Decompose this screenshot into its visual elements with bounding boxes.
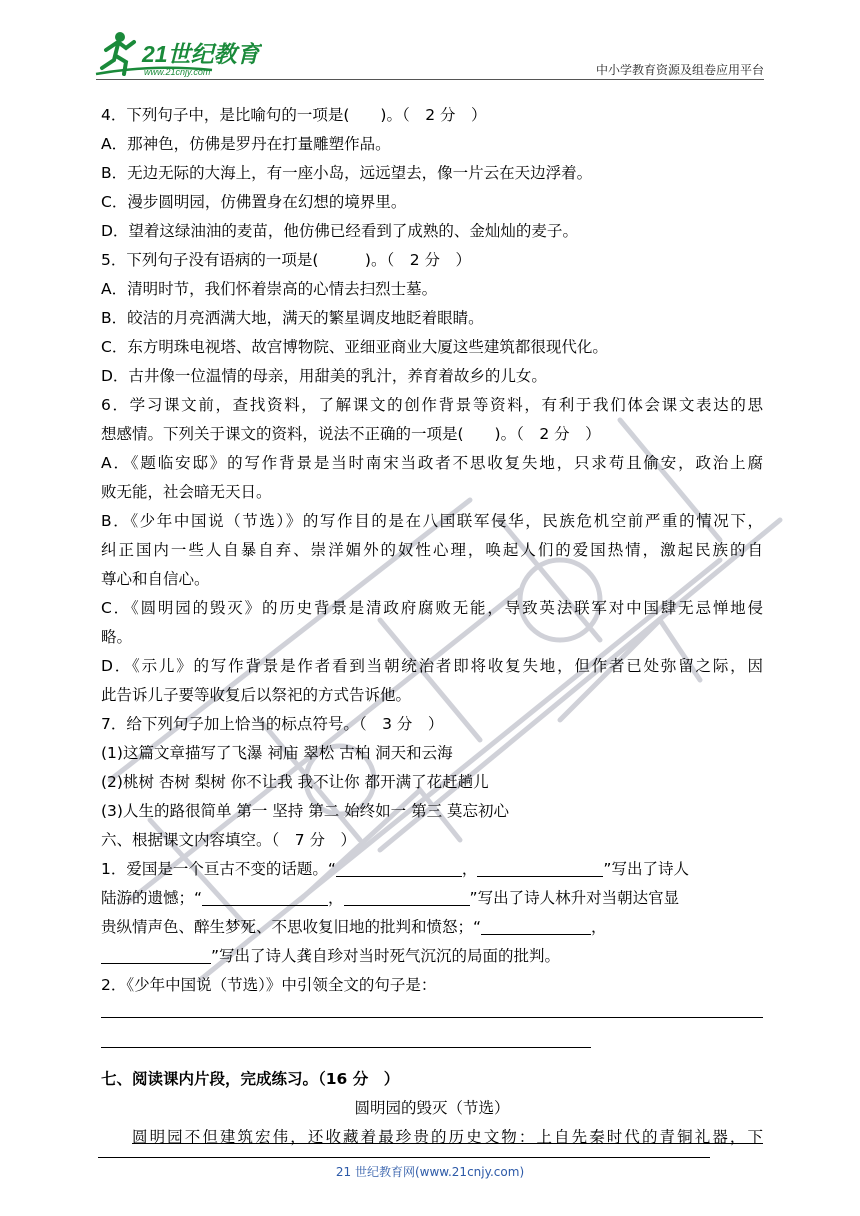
answer-line[interactable] [101,1030,591,1048]
q5-option-a: A．清明时节，我们怀着崇高的心情去扫烈士墓。 [101,280,438,298]
q6-option-d-line1: D．《示儿》的写作背景是作者看到当朝统治者即将收复失地，但作者已处弥留之际，因 [101,657,763,675]
fill-q1-line1: 1．爱国是一个亘古不变的话题。“ ， ”写出了诗人 [101,860,689,878]
q7-item-3: (3)人生的路很简单 第一 坚持 第二 始终如一 第三 莫忘初心 [101,802,510,820]
q6-stem-line2: 想感情。下列关于课文的资料，说法不正确的一项是( )。（ 2 分 ） [101,425,601,443]
document-body [101,101,763,1152]
q6-option-c-line2: 略。 [101,628,133,646]
answer-line[interactable] [101,1000,763,1018]
logo-url: www.21cnjy.com [144,67,211,77]
fill-q2-stem: 2．《少年中国说（节选）》中引领全文的句子是： [101,976,437,994]
q6-option-a-line2: 败无能，社会暗无天日。 [101,483,272,501]
answer-blank[interactable] [481,916,591,935]
q5-option-c: C．东方明珠电视塔、故宫博物院、亚细亚商业大厦这些建筑都很现代化。 [101,338,608,356]
q6-stem-line1: 6．学习课文前，查找资料，了解课文的创作背景等资料，有利于我们体会课文表达的思 [101,396,763,414]
answer-blank[interactable] [101,945,211,964]
passage-paragraph: 圆明园不但建筑宏伟，还收藏着最珍贵的历史文物：上自先秦时代的青铜礼器，下 [132,1128,763,1146]
header-platform-text: 中小学教育资源及组卷应用平台 [595,63,764,77]
header-divider [96,79,764,80]
q5-stem: 5．下列句子没有语病的一项是( )。（ 2 分 ） [101,251,471,269]
page-header [0,0,860,80]
q7-item-1: (1)这篇文章描写了飞瀑 祠庙 翠松 古柏 洞天和云海 [101,744,453,762]
fill-q1-line2: 陆游的遗憾；“ ， ”写出了诗人林升对当朝达官显 [101,889,680,907]
q6-option-a-line1: A．《题临安邸》的写作背景是当时南宋当政者不思收复失地，只求苟且偷安，政治上腐 [101,454,763,472]
footer-divider [98,1157,710,1158]
q4-option-a: A．那神色，仿佛是罗丹在打量雕塑作品。 [101,135,391,153]
q7-stem: 7．给下列句子加上恰当的标点符号。（ 3 分 ） [101,715,444,733]
logo-21cnjy [92,28,262,80]
answer-blank[interactable] [477,858,603,877]
q4-option-d: D．望着这绿油油的麦苗，他仿佛已经看到了成熟的、金灿灿的麦子。 [101,222,578,240]
q5-option-b: B．皎洁的月亮洒满大地，满天的繁星调皮地眨着眼睛。 [101,309,484,327]
logo-title: 21世纪教育 [142,41,260,67]
q4-option-c: C．漫步圆明园，仿佛置身在幻想的境界里。 [101,193,407,211]
q5-option-d: D．古井像一位温情的母亲，用甜美的乳汁，养育着故乡的儿女。 [101,367,547,385]
answer-blank[interactable] [202,887,328,906]
q6-option-b-line3: 尊心和自信心。 [101,570,210,588]
fill-q1-line3: 贵纵情声色、醉生梦死、不思收复旧地的批判和愤怒；“ ， [101,918,607,936]
q7-item-2: (2)桃树 杏树 梨树 你不让我 我不让你 都开满了花赶趟儿 [101,773,489,791]
section6-heading: 六、根据课文内容填空。（ 7 分 ） [101,831,357,849]
answer-blank[interactable] [344,887,470,906]
q4-option-b: B．无边无际的大海上，有一座小岛，远远望去，像一片云在天边浮着。 [101,164,593,182]
q4-stem: 4．下列句子中，是比喻句的一项是( )。（ 2 分 ） [101,106,487,124]
q6-option-d-line2: 此告诉儿子要等收复后以祭祀的方式告诉他。 [101,686,412,704]
answer-blank[interactable] [336,858,462,877]
q6-option-b-line1: B．《少年中国说（节选）》的写作目的是在八国联军侵华，民族危机空前严重的情况下， [101,512,763,530]
passage-title: 圆明园的毁灭（节选） [354,1099,510,1117]
q6-option-c-line1: C．《圆明园的毁灭》的历史背景是清政府腐败无能，导致英法联军对中国肆无忌惮地侵 [101,599,763,617]
section7-heading: 七、阅读课内片段，完成练习。（16 分 ） [101,1070,400,1088]
footer-text: 21 世纪教育网(www.21cnjy.com) [335,1165,525,1179]
q6-option-b-line2: 纠正国内一些人自暴自弃、崇洋媚外的奴性心理，唤起人们的爱国热情，激起民族的自 [101,541,763,559]
fill-q1-line4: ”写出了诗人龚自珍对当时死气沉沉的局面的批判。 [101,942,763,971]
